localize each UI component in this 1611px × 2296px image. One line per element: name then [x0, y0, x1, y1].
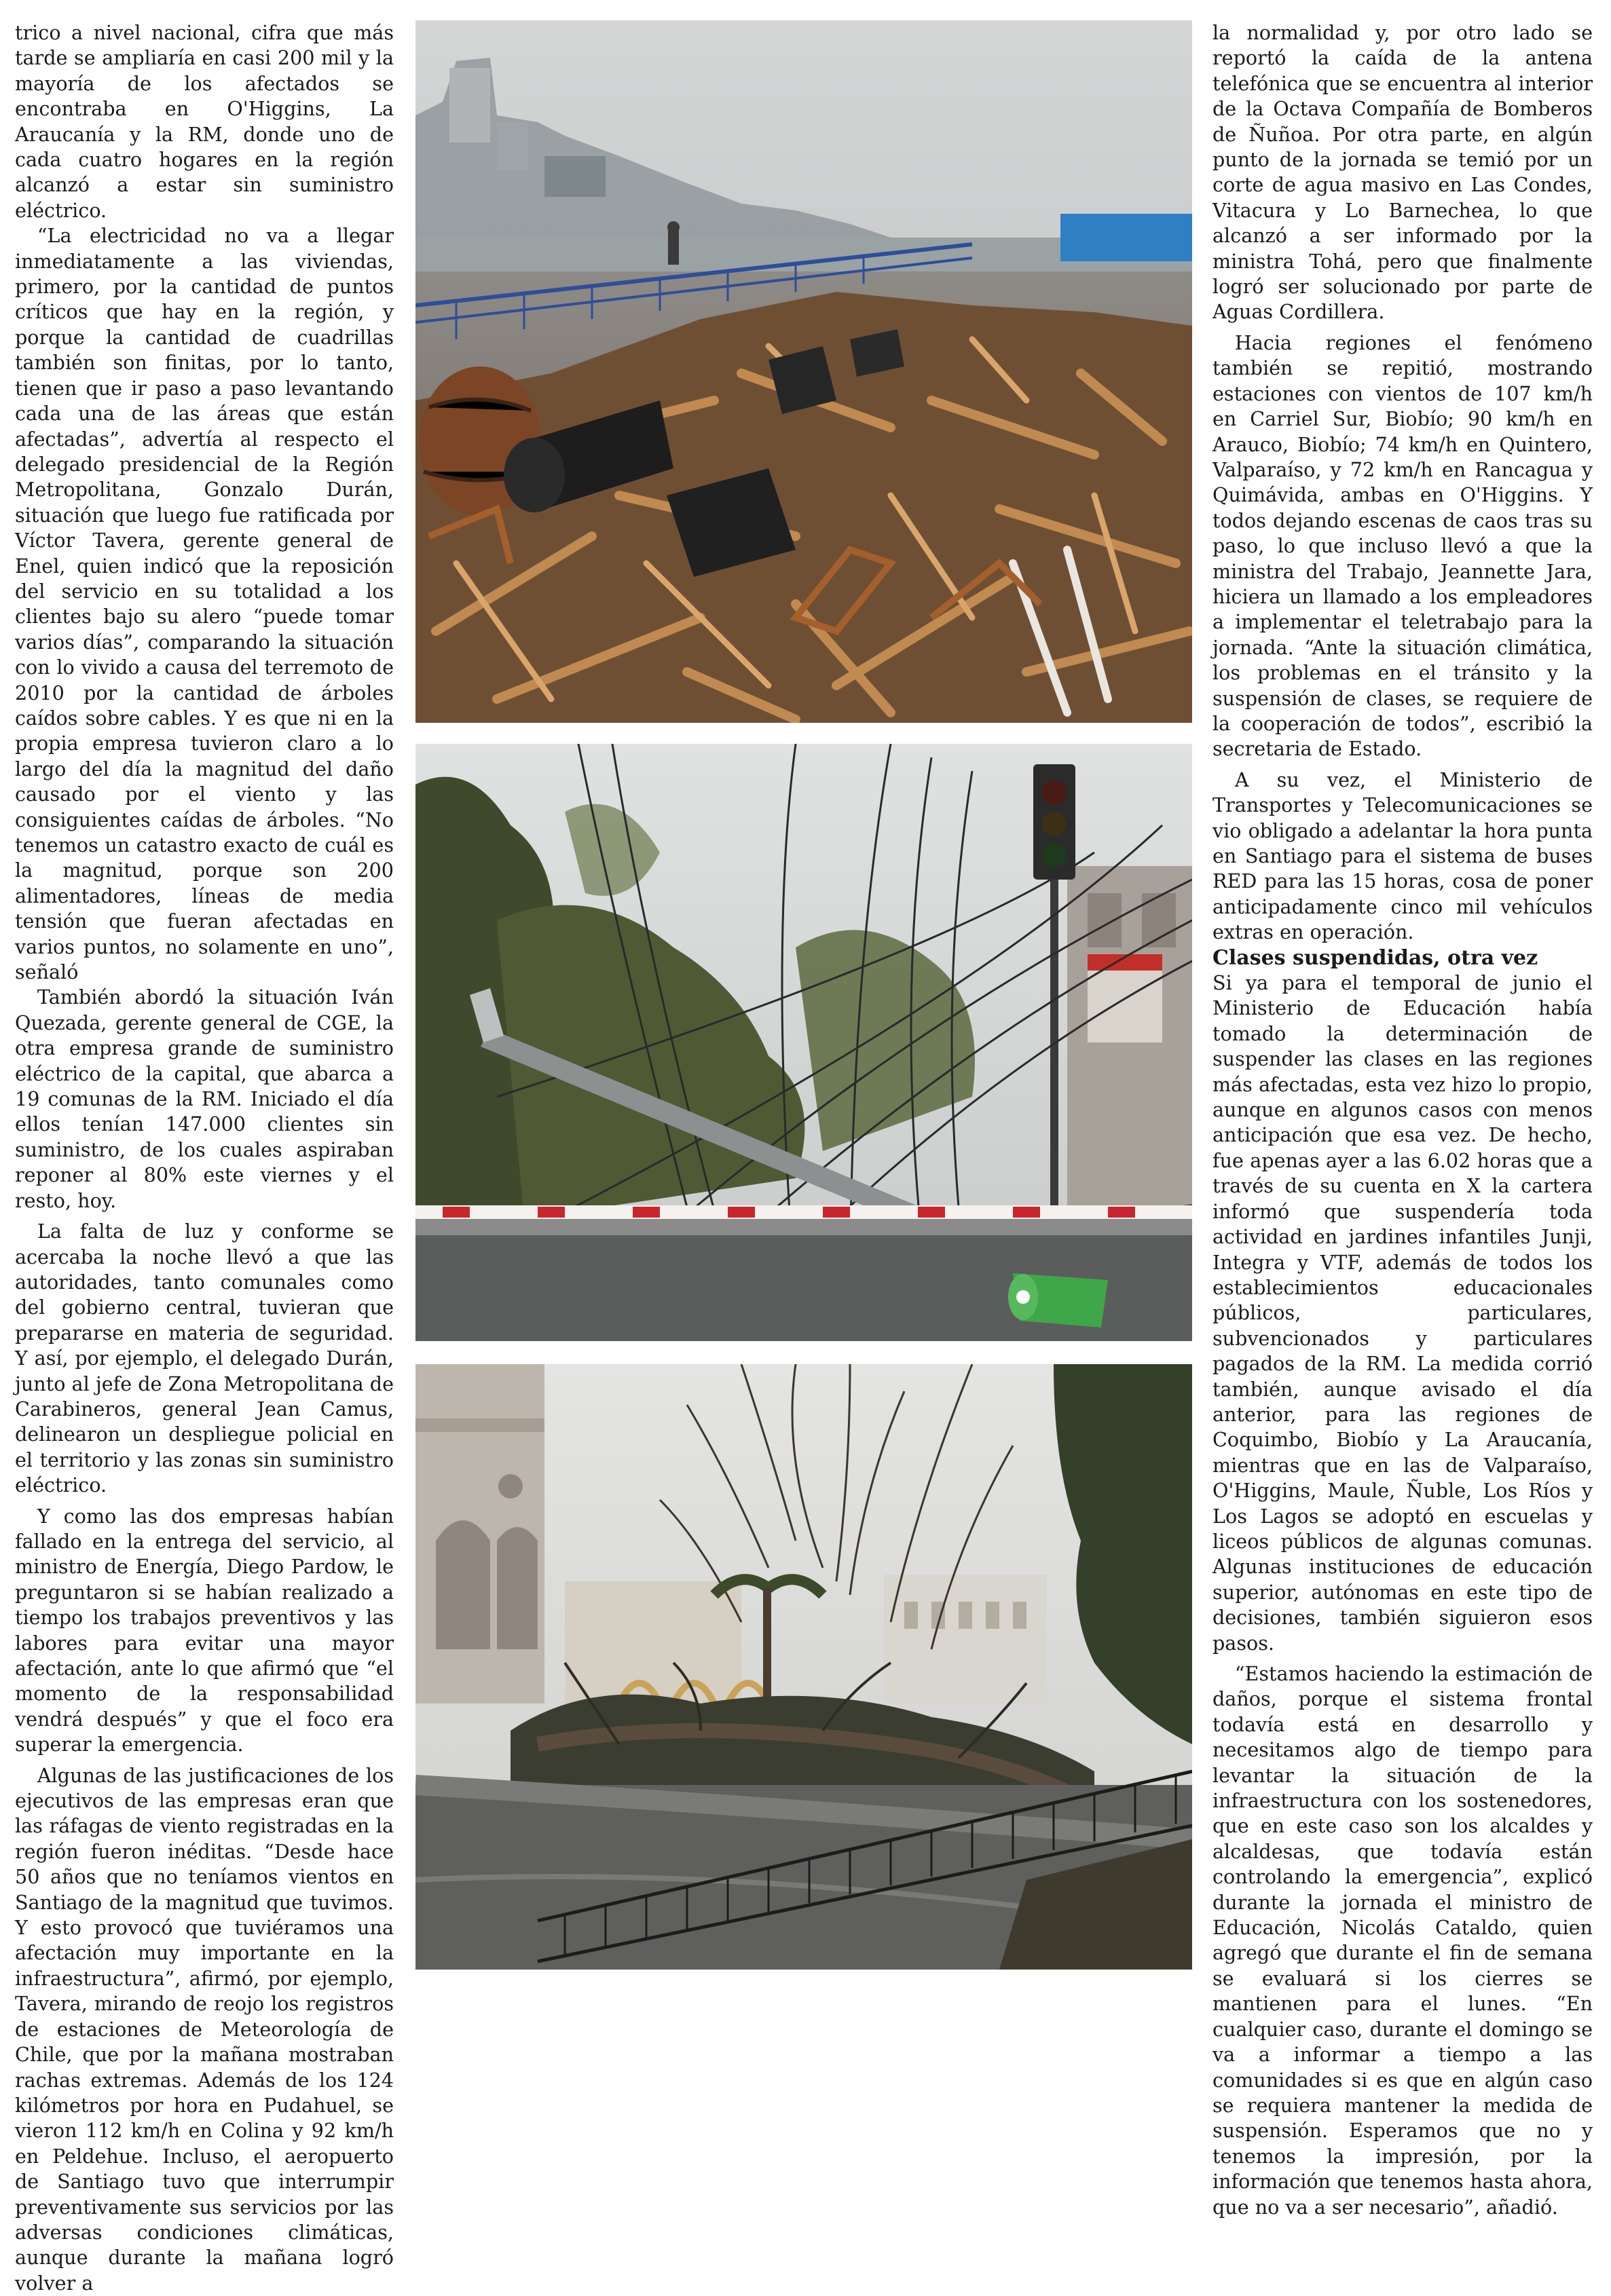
- paragraph: También abordó la situación Iván Quezada, gerente general de CGE, la otra empresa grande de suministro eléctrico de la capital, que abarca a 19 comunas de la RM. Iniciado el día ellos tenían 147.000 clientes sin suministro, de los cuales aspiraban reponer al 80% este viernes y el resto, hoy.: [15, 985, 394, 1212]
- paragraph: La falta de luz y conforme se acercaba la noche llevó a que las autoridades, tanto comunales como del gobierno central, tuvieran que prepararse en materia de seguridad. Y así, por ejemplo, el delegado Durán, junto al jefe de Zona Metropolitana de Carabineros, general Jean Camus, delinearon un despliegue policial en el territorio y las zonas sin suministro eléctrico.: [15, 1220, 394, 1497]
- paragraph: Hacia regiones el fenómeno también se repitió, mostrando estaciones con vientos de 107 km/h en Carriel Sur, Biobío; 90 km/h en Arauco, Biobío; 74 km/h en Quintero, Valparaíso, y 72 km/h en Rancagua y Quimávida, ambas en O'Higgins. Y todos dejando escenas de caos tras su paso, lo que incluso llevó a que la ministra del Trabajo, Jeannette Jara, hiciera un llamado a los empleadores a implementar el teletrabajo para la jornada. “Ante la situación climática, los problemas en el tránsito y la suspensión de clases, se requiere de la cooperación de todos”, escribió la secretaria de Estado.: [1212, 331, 1593, 761]
- photo-fallen-tree-street: [415, 1364, 1192, 1970]
- article-column-left: [15, 20, 394, 2296]
- paragraph: Algunas de las justificaciones de los ejecutivos de las empresas eran que las ráfagas de viento registradas en la región fueron inéditas. “Desde hace 50 años que no teníamos vientos en Santiago de la magnitud que tuvimos. Y esto provocó que tuviéramos una afectación muy importante en la infraestructura”, afirmó, por ejemplo, Tavera, mirando de reojo los registros de estaciones de Meteorología de Chile, que por la mañana mostraban rachas extremas. Además de los 124 kilómetros por hora en Pudahuel, se vieron 112 km/h en Colina y 92 km/h en Peldehue. Incluso, el aeropuerto de Santiago tuvo que interrumpir preventivamente sus servicios por las adversas condiciones climáticas, aunque durante la mañana logró volver a: [15, 1763, 394, 2295]
- paragraph: trico a nivel nacional, cifra que más tarde se ampliaría en casi 200 mil y la mayoría de los afectados se encontraba en O'Higgins, La Araucanía y la RM, donde uno de cada cuatro hogares en la región alcanzó a estar sin suministro eléctrico.: [15, 21, 394, 222]
- paragraph: “La electricidad no va a llegar inmediatamente a las viviendas, primero, por la cantidad de puntos críticos que hay en la región, y porque la cantidad de cuadrillas también son finitas, por lo tanto, tienen que ir paso a paso levantando cada una de las áreas que están afectadas”, advertía al respecto el delegado presidencial de la Región Metropolitana, Gonzalo Durán, situación que luego fue ratificada por Víctor Tavera, gerente general de Enel, quien indicó que la reposición del servicio en su totalidad a los clientes bajo su alero “puede tomar varios días”, comparando la situación con lo vivido a causa del terremoto de 2010 por la cantidad de árboles caídos sobre cables. Y es que ni en la propia empresa tuvieron claro a lo largo del día la magnitud del daño causado por el viento y las consiguientes caídas de árboles. “No tenemos un catastro exacto de cuál es la magnitud, porque son 200 alimentadores, líneas de media tensión que fueran afectadas en varios puntos, no solamente en uno”, señaló: [15, 224, 394, 984]
- section-subheading: Clases suspendidas, otra vez: [1212, 945, 1538, 970]
- article-column-right: [1212, 20, 1593, 2220]
- paragraph: la normalidad y, por otro lado se reportó la caída de la antena telefónica que se encuentra al interior de la Octava Compañía de Bomberos de Ñuñoa. Por otra parte, en algún punto de la jornada se temió por un corte de agua masivo en Las Condes, Vitacura y Lo Barnechea, lo que alcanzó a ser informado por la ministra Tohá, pero que finalmente logró ser solucionado por parte de Aguas Cordillera.: [1212, 21, 1593, 324]
- paragraph: Y como las dos empresas habían fallado en la entrega del servicio, al ministro de Energía, Diego Pardow, le preguntaron si se habían realizado a tiempo los trabajos preventivos y las labores para evitar una mayor afectación, ante lo que afirmó que “el momento de la responsabilidad vendrá después” y que el foco era superar la emergencia.: [15, 1504, 394, 1756]
- paragraph: A su vez, el Ministerio de Transportes y Telecomunicaciones se vio obligado a adelantar la hora punta en Santiago para el sistema de buses RED para las 15 horas, cosa de poner anticipadamente cinco mil vehículos extras en operación.: [1212, 768, 1593, 944]
- paragraph: Si ya para el temporal de junio el Ministerio de Educación había tomado la determinación de suspender las clases en las regiones más afectadas, esta vez hizo lo propio, aunque en algunos casos con menos anticipación que esa vez. De hecho, fue apenas ayer a las 6.02 horas que a través de su cuenta en X la cartera informó que suspendería toda actividad en jardines infantiles Junji, Integra y VTF, además de todos los establecimientos educacionales públicos, particulares, subvencionados y particulares pagados de la RM. La medida corrió también, aunque avisado el día anterior, para las regiones de Coquimbo, Biobío y La Araucanía, mientras que en las de Valparaíso, O'Higgins, Maule, Ñuble, Los Ríos y Los Lagos se adoptó en escuelas y liceos públicos de algunas comunas. Algunas instituciones de educación superior, autónomas en este tipo de decisiones, también siguieron esos pasos.: [1212, 971, 1593, 1655]
- photo-storm-debris-waterfront: [415, 20, 1192, 723]
- photo-fallen-power-pole: [415, 744, 1192, 1341]
- paragraph: “Estamos haciendo la estimación de daños, porque el sistema frontal todavía está en desarrollo y necesitamos algo de tiempo para levantar la situación de la infraestructura con los sostenedores, que en este caso son los alcaldes y alcaldesas, que todavía están controlando la emergencia”, explicó durante la jornada el ministro de Educación, Nicolás Cataldo, quien agregó que durante el fin de semana se evaluará si los cierres se mantienen para el lunes. “En cualquier caso, durante el domingo se va a informar a tiempo a las comunidades si es que en algún caso se requiera mantener la medida de suspensión. Esperamos que no y tenemos la impresión, por la información que tenemos hasta ahora, que no va a ser necesario”, añadió.: [1212, 1662, 1593, 2219]
